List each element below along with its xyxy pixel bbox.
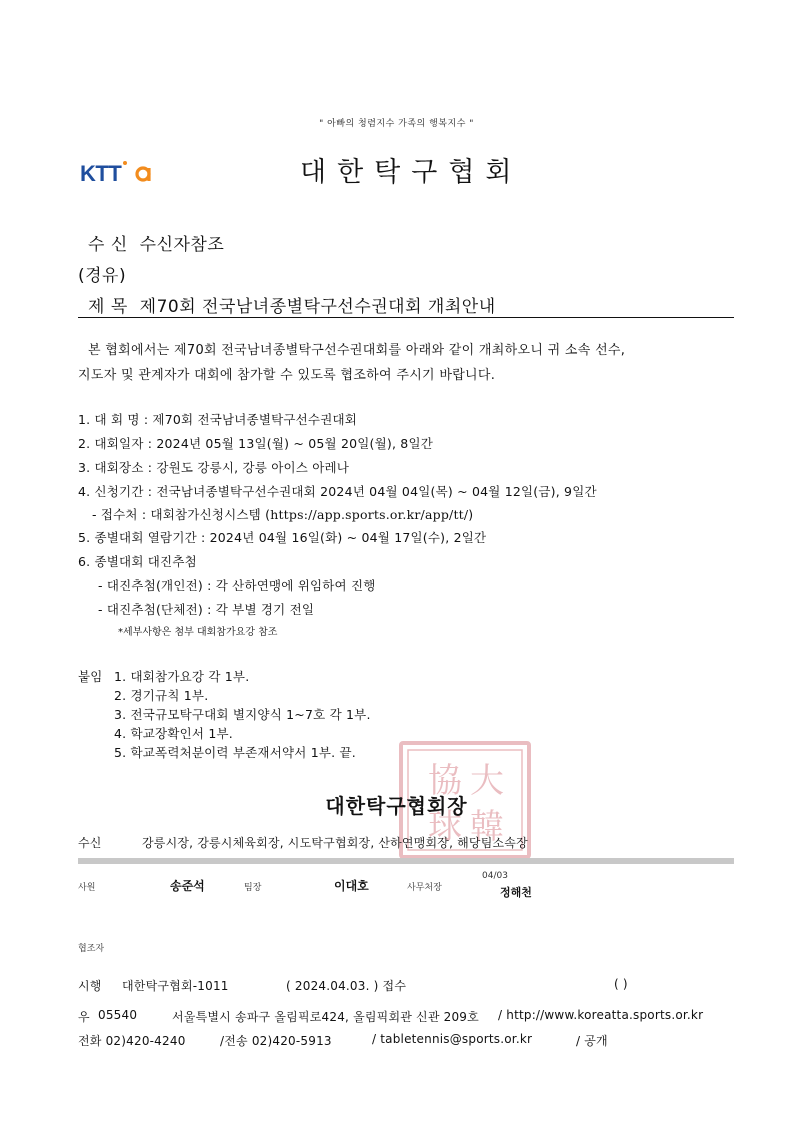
item-2: 2. 대회일자 : 2024년 05월 13일(월) ~ 05월 20일(월), 8일간 [78,436,434,451]
subject-value: 제70회 전국남녀종별탁구선수권대회 개최안내 [139,297,496,317]
motto: " 아빠의 청렴지수 가족의 행복지수 " [319,119,474,129]
seal-char: 球 [428,807,462,847]
distribution-value: 강릉시장, 강릉시체육회장, 시도탁구협회장, 산하연맹회장, 해당팀소속장 [142,836,528,850]
attachment-5: 5. 학교폭력처분이력 부존재서약서 1부. 끝. [114,745,356,760]
subitem-individual: - 대진추첨(개인전) : 각 산하연맹에 위임하여 진행 [98,578,376,593]
recipient-label: 수 신 [88,235,128,255]
signer-title: 대한탁구협회장 [325,794,468,818]
attachment-2: 2. 경기규칙 1부. [114,688,209,703]
seal-char: 韓 [470,807,504,847]
telephone: 전화 02)420-4240 [78,1034,186,1048]
fax: /전송 02)420-5913 [220,1034,332,1048]
approver-name-1: 송준석 [170,879,205,893]
reception-prefix: - 접수처 : 대회참가신청시스템 ( [92,507,271,522]
attachment-1: 1. 대회참가요강 각 1부. [114,669,250,684]
subject-label: 제 목 [88,297,128,317]
via-row: (경유) [78,266,127,286]
approval-date: 04/03 [482,871,508,881]
subitem-team: - 대진추첨(단체전) : 각 부별 경기 전일 [98,602,315,617]
org-title: 대한탁구협회 [300,157,523,188]
item-6: 6. 종별대회 대진추첨 [78,554,197,569]
attachment-3: 3. 전국규모탁구대회 별지양식 1~7호 각 1부. [114,707,371,722]
cooperator-label: 협조자 [78,944,105,954]
approver-name-3: 정해천 [500,886,532,899]
attachment-4: 4. 학교장확인서 1부. [114,726,233,741]
ktta-logo [80,160,156,186]
ktta-logo-icon [80,160,156,186]
zip-label: 우 [78,1010,90,1024]
address: 서울특별시 송파구 올림픽로424, 올림픽회관 신관 209호 [172,1010,479,1024]
disclosure: / 공개 [576,1034,608,1048]
email[interactable]: / tabletennis@sports.or.kr [372,1032,533,1046]
enforce-date: ( 2024.04.03. ) 접수 [286,979,407,993]
enforce-number: 대한탁구협회-1011 [122,979,229,993]
item-1: 1. 대 회 명 : 제70회 전국남녀종별탁구선수권대회 [78,412,358,427]
item-5: 5. 종별대회 열람기간 : 2024년 04월 16일(화) ~ 04월 17일(수), 2일간 [78,530,487,545]
recipient-row [88,230,224,255]
header-divider [78,317,734,318]
svg-text:KTT: KTT [80,161,122,186]
seal-char: 協 [428,761,462,801]
approver-role-1: 사원 [78,883,96,893]
item-3: 3. 대회장소 : 강원도 강릉시, 강릉 아이스 아레나 [78,460,350,475]
subject-row [88,292,496,317]
intro-line-1: 본 협회에서는 제70회 전국남녀종별탁구선수권대회를 아래와 같이 개최하오니 귀 소속 선수, [88,343,626,358]
approver-role-2: 팀장 [244,883,262,893]
reception-suffix: ) [468,507,474,522]
approver-name-2: 이대호 [334,879,369,893]
seal-char: 大 [470,761,504,801]
receipt-paren: ( ) [614,977,628,991]
website[interactable]: / http://www.koreatta.sports.or.kr [498,1008,704,1022]
recipient-value: 수신자참조 [139,235,225,255]
distribution-divider [78,858,734,864]
reception-link[interactable]: https://app.sports.or.kr/app/tt/ [270,507,469,522]
enforce-label: 시행 [78,979,102,993]
intro-line-2: 지도자 및 관계자가 대회에 참가할 수 있도록 협조하여 주시기 바랍니다. [78,368,496,383]
attachments-label: 붙임 [78,669,103,684]
reception-row [92,505,473,523]
zip-code: 05540 [98,1008,138,1022]
distribution-label: 수신 [78,836,102,850]
approver-role-3: 사무처장 [407,883,442,893]
detail-note: *세부사항은 첨부 대회참가요강 참조 [118,627,278,638]
item-4: 4. 신청기간 : 전국남녀종별탁구선수권대회 2024년 04월 04일(목) ~ 04월 12일(금), 9일간 [78,484,597,499]
